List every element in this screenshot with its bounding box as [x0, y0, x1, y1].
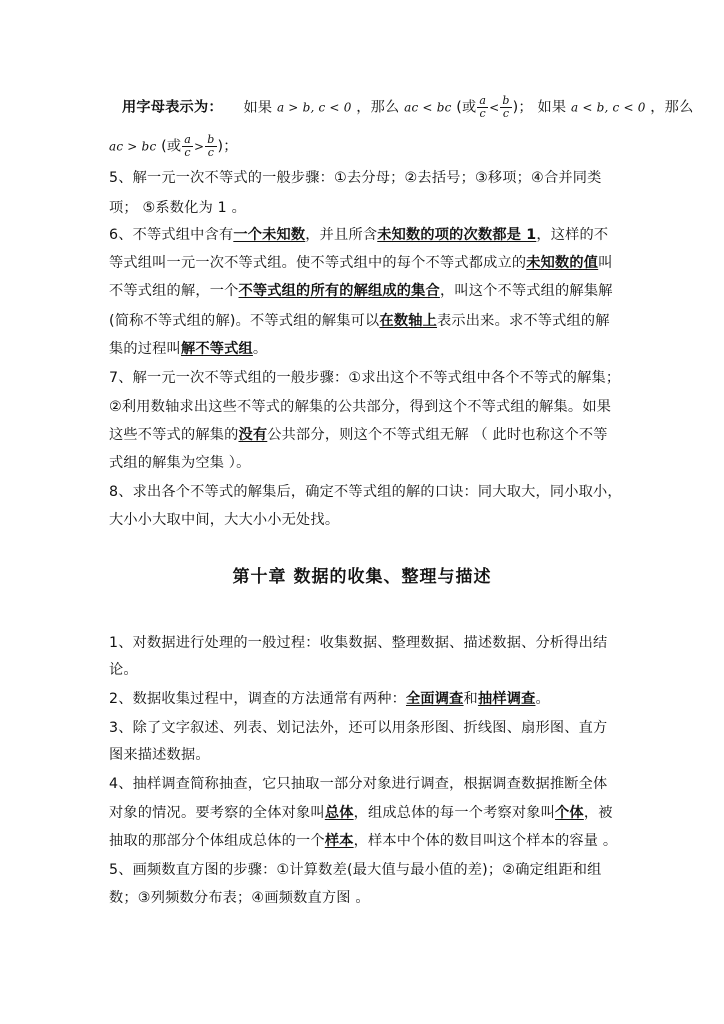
key-term-solution-set: 不等式组的所有的解组成的集合 [238, 283, 440, 299]
text-then-2: ，那么 [650, 99, 694, 116]
paragraph-8-line-2: 大小小大取中间，大大小小无处找。 [109, 512, 340, 528]
gt-sign: > [193, 139, 205, 154]
result-1: ac < bc [404, 100, 452, 115]
paragraph-6-line-2: 等式组叫一元一次不等式组。使不等式组中的每个不等式都成立的未知数的值叫 [109, 255, 613, 271]
condition-2: a < b, c < 0 [570, 100, 646, 115]
condition-1: a > b, c < 0 [276, 100, 352, 115]
item-1-line-1: 1、对数据进行处理的一般过程：收集数据、整理数据、描述数据、分析得出结 [109, 635, 608, 651]
key-term-no-common: 没有 [238, 427, 268, 443]
text-or-2: (或 [161, 138, 182, 155]
result-2: ac > bc [109, 139, 157, 154]
text-if: 如果 [243, 99, 273, 116]
item-4-line-2: 对象的情况。要考察的全体对象叫总体，组成总体的每一个考察对象叫个体，被 [109, 805, 613, 821]
paragraph-6-line-5: 集的过程叫解不等式组。 [109, 341, 268, 357]
paragraph-6-line-3: 不等式组的解，一个不等式组的所有的解组成的集合，叫这个不等式组的解集解 [109, 283, 613, 299]
key-term-one-unknown: 一个未知数 [233, 227, 306, 243]
item-3-line-1: 3、除了文字叙述、列表、划记法外，还可以用条形图、折线图、扇形图、直方 [109, 720, 608, 736]
fraction-b-over-c: $\frac{b}{c}$ [502, 94, 510, 120]
text-close: )； [512, 99, 533, 116]
paragraph-7-line-4: 式组的解集为空集 ）。 [109, 455, 251, 471]
fraction-a-over-c-2: $\frac{a}{c}$ [184, 133, 191, 159]
chapter-title: 第十章 数据的收集、整理与描述 [232, 567, 492, 587]
key-term-census: 全面调查 [405, 691, 464, 707]
lt-sign: < [489, 100, 500, 115]
formula-line-1 [122, 94, 694, 120]
key-term-individual: 个体 [555, 805, 584, 821]
item-5-line-1: 5、画频数直方图的步骤：①计算数差(最大值与最小值的差)；②确定组距和组 [109, 862, 602, 878]
item-1-line-2: 论。 [109, 662, 138, 678]
text-or: (或 [456, 99, 477, 116]
key-term-sample: 样本 [324, 833, 354, 849]
item-5-line-2: 数；③列频数分布表；④画频数直方图 。 [109, 890, 370, 906]
paragraph-5-line-1: 5、解一元一次不等式的一般步骤：①去分母；②去括号；③移项；④合并同类 [109, 170, 602, 186]
key-term-sampling: 抽样调查 [477, 691, 536, 707]
fraction-a-over-c: $\frac{a}{c}$ [479, 94, 487, 120]
fraction-b-over-c-2: $\frac{b}{c}$ [207, 133, 215, 159]
paragraph-5-line-2: 项； ⑤系数化为 1 。 [109, 200, 246, 216]
item-4-line-3: 抽取的那部分个体组成总体的一个样本，样本中个体的数目叫这个样本的容量 。 [109, 833, 618, 849]
item-2: 2、数据收集过程中，调查的方法通常有两种：全面调查和抽样调查。 [109, 691, 550, 707]
paragraph-7-line-2: ②利用数轴求出这些不等式的解集的公共部分，得到这个不等式组的解集。如果 [109, 399, 612, 415]
paragraph-7-line-1: 7、解一元一次不等式组的一般步骤：①求出这个不等式组中各个不等式的解集； [109, 370, 621, 386]
paragraph-6-line-4: (简称不等式组的解)。不等式组的解集可以在数轴上表示出来。求不等式组的解 [109, 313, 610, 329]
formula-line-2 [109, 134, 619, 159]
paragraph-7-line-3: 这些不等式的解集的没有公共部分，则这个不等式组无解 （ 此时也称这个不等 [109, 427, 608, 443]
key-term-unknown-value: 未知数的值 [526, 255, 599, 271]
key-term-solve-system: 解不等式组 [180, 341, 253, 357]
key-term-number-line: 在数轴上 [379, 313, 438, 329]
text-close-2: )； [217, 138, 238, 155]
text-then: ，那么 [356, 99, 400, 116]
key-term-degree-one: 未知数的项的次数都是 1 [377, 227, 537, 243]
item-3-line-2: 图来描述数据。 [109, 747, 210, 763]
formula-label: 用字母表示为： [122, 99, 223, 116]
text-if-2: 如果 [537, 99, 567, 116]
paragraph-8-line-1: 8、求出各个不等式的解集后，确定不等式组的解的口诀：同大取大，同小取小， [109, 484, 622, 500]
key-term-population: 总体 [324, 805, 354, 821]
item-4-line-1: 4、抽样调查简称抽查，它只抽取一部分对象进行调查，根据调查数据推断全体 [109, 776, 608, 792]
paragraph-6-line-1: 6、不等式组中含有一个未知数，并且所含未知数的项的次数都是 1，这样的不 [109, 227, 609, 243]
